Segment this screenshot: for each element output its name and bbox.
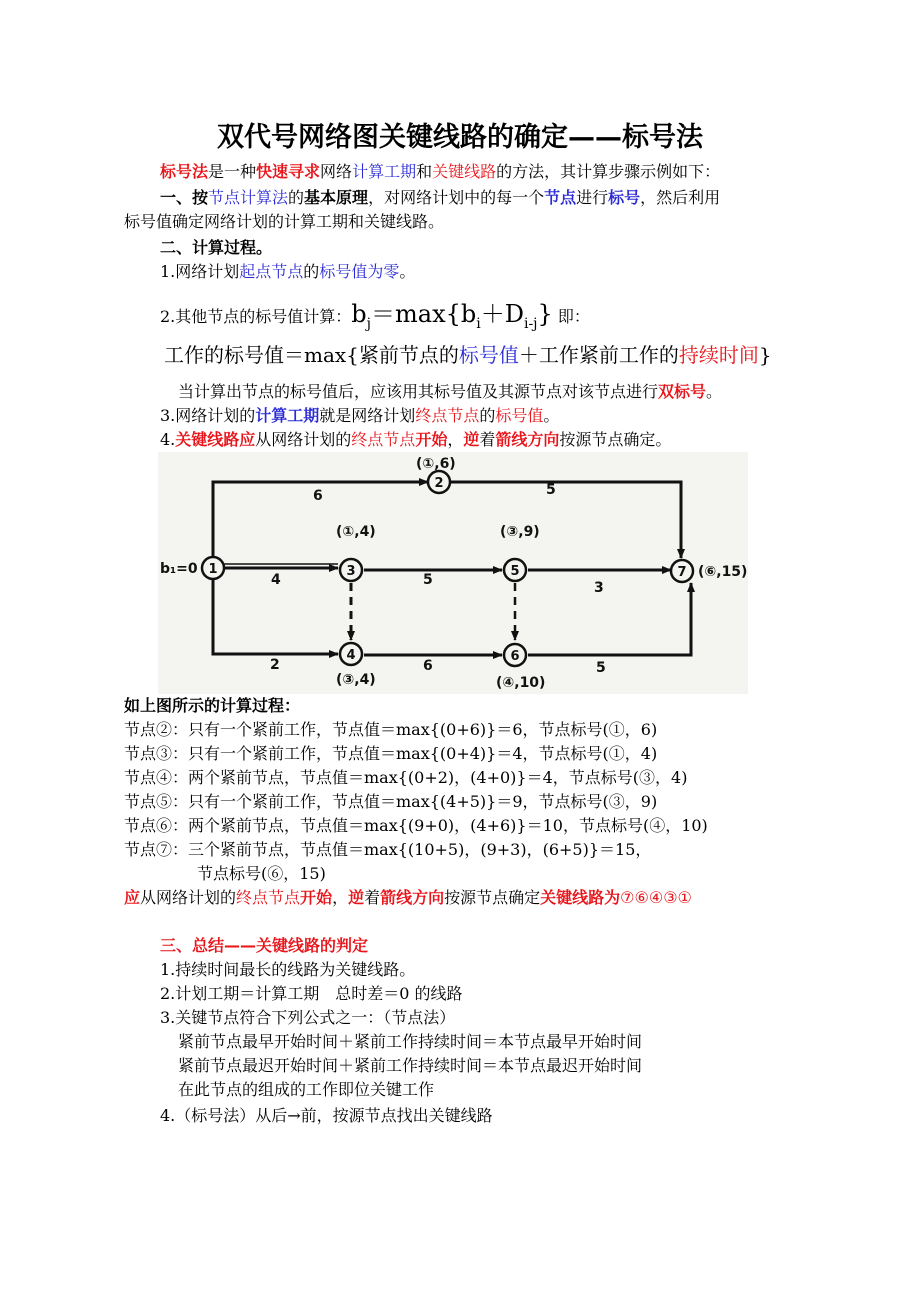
term: 终点节点 — [415, 406, 480, 425]
text: 1.网络计划 — [160, 262, 240, 281]
term: 逆 — [463, 430, 480, 449]
term: 节点计算法 — [208, 188, 289, 207]
duration-3-5: 5 — [423, 572, 433, 588]
calc-heading: 如上图所示的计算过程： — [124, 696, 301, 715]
text: 工作的标号值 — [164, 343, 284, 367]
critical-path: ⑦⑥④③① — [620, 888, 692, 907]
term: 计算工期 — [255, 406, 320, 425]
formula-part: } — [537, 300, 553, 328]
text: } — [758, 343, 772, 367]
formula-sub: i-j — [523, 316, 538, 332]
term: 逆 — [348, 888, 365, 907]
text: ， — [447, 430, 464, 449]
node-7-label: 7 — [677, 565, 687, 580]
node-4 — [340, 643, 362, 665]
node-1 — [202, 557, 224, 579]
formula-part: ＝max{b — [371, 300, 477, 328]
text: 着 — [364, 888, 381, 907]
duration-5-7: 3 — [594, 580, 604, 596]
summary-3a: 紧前节点最早开始时间＋紧前工作持续时间＝本节点最早开始时间 — [178, 1032, 643, 1051]
term: 起点节点 — [239, 262, 304, 281]
text: ＝max{ — [284, 343, 359, 367]
summary-4: 4.（标号法）从后→前，按源节点找出关键线路 — [160, 1106, 493, 1125]
step2 — [160, 298, 590, 340]
summary-3: 3.关键节点符合下列公式之一：（节点法） — [160, 1008, 456, 1027]
duration-4-6: 6 — [423, 658, 433, 674]
node-7-mark: (⑥,15) — [698, 564, 748, 580]
edge-1-4 — [213, 580, 338, 654]
duration-6-7: 5 — [596, 660, 606, 676]
node-7 — [671, 560, 693, 582]
term-guanjian: 关键线路 — [432, 162, 497, 181]
text: 当计算出节点的标号值后，应该用其标号值及其源节点对该节点进行 — [178, 382, 659, 401]
text: 3.网络计划的 — [160, 406, 256, 425]
node-3-mark: (①,4) — [336, 524, 376, 540]
text: 网络 — [320, 162, 353, 181]
term: 开始 — [415, 430, 448, 449]
network-diagram-svg — [158, 452, 748, 694]
text: 是一种 — [208, 162, 257, 181]
edge-6-7 — [528, 583, 691, 655]
term: 终点节点 — [236, 888, 301, 907]
text: 按源节点确定。 — [559, 430, 672, 449]
text: 。 — [706, 382, 723, 401]
node-6-label: 6 — [510, 649, 520, 664]
node-3-label: 3 — [346, 564, 356, 579]
calc-line-5: 节点⑤：只有一个紧前工作，节点值＝max{(4+5)}＝9，节点标号(③，9) — [124, 792, 658, 811]
node-5-label: 5 — [510, 564, 520, 579]
node-5 — [504, 559, 526, 581]
text: 。 — [399, 262, 416, 281]
term: 标号 — [608, 188, 641, 207]
summary-3c: 在此节点的组成的工作即位关键工作 — [178, 1080, 435, 1099]
formula-sub: i — [476, 316, 481, 332]
section2-heading: 二、计算过程。 — [160, 238, 273, 257]
text: 。 — [543, 406, 560, 425]
text: 4. — [160, 430, 176, 449]
calc-line-7: 节点⑦：三个紧前节点，节点值＝max{(10+5)，(9+3)，(6+5)}＝15， — [124, 840, 652, 859]
note-line — [178, 380, 722, 404]
text: 的 — [303, 262, 320, 281]
calc-line-2: 节点②：只有一个紧前工作，节点值＝max{(0+6)}＝6，节点标号(①，6) — [124, 720, 658, 739]
formula-part: ＋D — [480, 300, 524, 328]
text: ，然后利用 — [640, 188, 721, 207]
term: 关键线路为 — [540, 888, 621, 907]
duration-2-7: 5 — [546, 482, 556, 498]
text: 即： — [557, 307, 590, 326]
text: 进行 — [576, 188, 609, 207]
text: 的 — [288, 188, 305, 207]
text: 着 — [479, 430, 496, 449]
term: 标号值为零 — [319, 262, 400, 281]
conclusion-line — [124, 886, 692, 910]
term: 箭线方向 — [380, 888, 445, 907]
term: 基本原理 — [304, 188, 369, 207]
text: 2.其他节点的标号值计算： — [160, 307, 352, 326]
node-3 — [340, 559, 362, 581]
summary-heading: 三、总结——关键线路的判定 — [160, 936, 369, 955]
node-4-mark: (③,4) — [336, 672, 376, 688]
formula-part: b — [351, 300, 367, 328]
text: 就是网络计划 — [319, 406, 416, 425]
step3 — [160, 404, 559, 428]
node-5-mark: (③,9) — [500, 524, 540, 540]
calc-line-7-cont: 节点标号(⑥，15) — [197, 864, 326, 883]
term: 标号值 — [458, 343, 519, 367]
duration-1-2: 6 — [313, 488, 323, 504]
duration-1-3: 4 — [271, 572, 281, 588]
term-kuaisu: 快速寻求 — [256, 162, 321, 181]
text: 按源节点确定 — [444, 888, 541, 907]
text: ＋工作紧前工作的 — [518, 343, 679, 367]
section1-prefix: 一、按 — [160, 188, 209, 207]
calc-line-6: 节点⑥：两个紧前节点，节点值＝max{(9+0)，(4+6)}＝10，节点标号(④，10) — [124, 816, 708, 835]
term-gongqi: 计算工期 — [352, 162, 417, 181]
term: 双标号 — [658, 382, 707, 401]
section1-line1 — [160, 186, 720, 210]
term: 应 — [124, 888, 141, 907]
summary-1: 1.持续时间最长的线路为关键线路。 — [160, 960, 416, 979]
term: 箭线方向 — [495, 430, 560, 449]
section1-line2: 标号值确定网络计划的计算工期和关键线路。 — [124, 212, 445, 231]
term: 节点 — [544, 188, 577, 207]
term: 标号值 — [495, 406, 544, 425]
text: 的 — [479, 406, 496, 425]
start-label: b₁=0 — [160, 561, 198, 577]
formula-line — [164, 340, 772, 370]
edge-2-7 — [450, 482, 681, 558]
text: 从网络计划的 — [255, 430, 352, 449]
text: 从网络计划的 — [140, 888, 237, 907]
term: 持续时间 — [678, 343, 759, 367]
text: 的方法，其计算步骤示例如下： — [496, 162, 721, 181]
intro-line — [160, 160, 720, 184]
term-biaohaofa: 标号法 — [160, 162, 209, 181]
duration-1-4: 2 — [270, 657, 280, 673]
summary-3b: 紧前节点最迟开始时间＋紧前工作持续时间＝本节点最迟开始时间 — [178, 1056, 643, 1075]
term: 开始 — [300, 888, 333, 907]
formula — [351, 300, 553, 332]
node-2-label: 2 — [434, 476, 444, 491]
text: ， — [332, 888, 349, 907]
node-2-mark: (①,6) — [416, 456, 456, 472]
formula-sub: j — [366, 316, 371, 332]
term: 终点节点 — [351, 430, 416, 449]
node-4-label: 4 — [346, 648, 356, 663]
node-1-label: 1 — [208, 562, 218, 577]
node-6 — [504, 644, 526, 666]
summary-2: 2.计划工期＝计算工期 总时差＝0 的线路 — [160, 984, 463, 1003]
term: 关键线路应 — [175, 430, 256, 449]
text: 紧前节点的 — [358, 343, 459, 367]
page-title: 双代号网络图关键线路的确定——标号法 — [217, 122, 703, 153]
calc-line-3: 节点③：只有一个紧前工作，节点值＝max{(0+4)}＝4，节点标号(①，4) — [124, 744, 658, 763]
network-diagram — [158, 452, 748, 694]
text: 和 — [416, 162, 433, 181]
step4 — [160, 428, 671, 452]
calc-line-4: 节点④：两个紧前节点，节点值＝max{(0+2)，(4+0)}＝4，节点标号(③，4) — [124, 768, 688, 787]
node-6-mark: (④,10) — [496, 675, 546, 691]
node-2 — [428, 471, 450, 493]
step1 — [160, 260, 415, 284]
text: ，对网络计划中的每一个 — [368, 188, 545, 207]
